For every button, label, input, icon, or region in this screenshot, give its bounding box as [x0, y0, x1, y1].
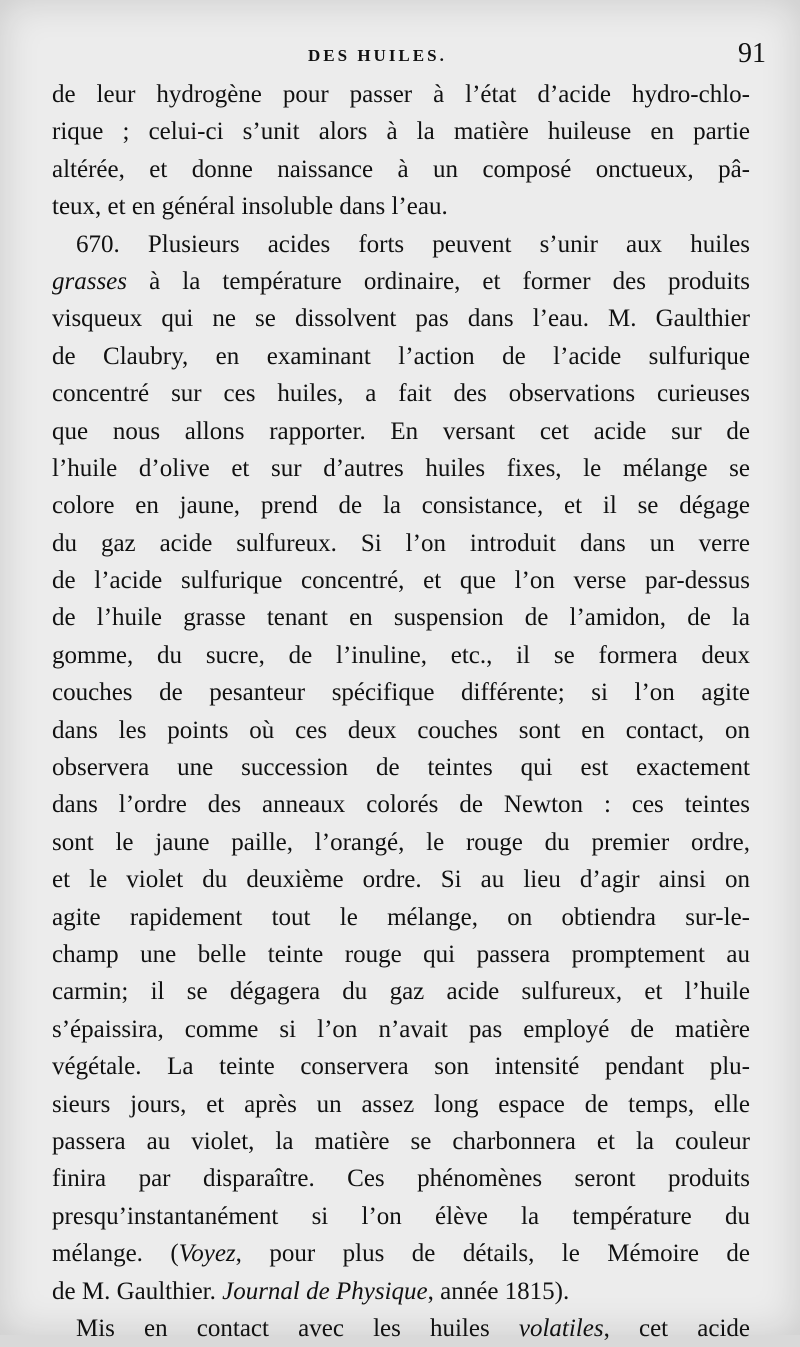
text-line: dans les points où ces deux couches sont en contact, on — [52, 716, 750, 744]
running-title: DES HUILES. — [308, 46, 447, 65]
text-line: observera une succession de teintes qui est exactement — [52, 754, 750, 782]
text-line: s’épaissira, comme si l’on n’avait pas employé de matière — [52, 1015, 750, 1043]
running-head — [0, 38, 800, 70]
page-number: 91 — [738, 38, 766, 69]
text-line: colore en jaune, prend de la consistance, et il se dégage — [52, 492, 750, 520]
text-line: agite rapidement tout le mélange, on obtiendra sur-le- — [52, 903, 750, 931]
text-line: l’huile d’olive et sur d’autres huiles fixes, le mélange se — [52, 454, 750, 482]
text-line: concentré sur ces huiles, a fait des observations curieuses — [52, 380, 750, 408]
text-line: altérée, et donne naissance à un composé onctueux, pâ- — [52, 155, 750, 183]
text-line: sont le jaune paille, l’orangé, le rouge du premier ordre, — [52, 828, 750, 856]
italic-text: Journal de Physique — [222, 1277, 428, 1305]
text-line: champ une belle teinte rouge qui passera promptement au — [52, 940, 750, 968]
text-line: teux, et en général insoluble dans l’eau. — [52, 193, 448, 221]
text-line: carmin; il se dégagera du gaz acide sulfureux, et l’huile — [52, 978, 750, 1006]
text-line: et le violet du deuxième ordre. Si au lieu d’agir ainsi on — [52, 866, 750, 894]
text-line: de leur hydrogène pour passer à l’état d’acide hydro-chlo- — [52, 81, 750, 108]
text-line: finira par disparaître. Ces phénomènes seront produits — [52, 1165, 750, 1193]
text-line: presqu’instantanément si l’on élève la température du — [52, 1202, 750, 1230]
text-line: gomme, du sucre, de l’inuline, etc., il se formera deux — [52, 641, 750, 669]
italic-text: volatiles — [518, 1314, 604, 1342]
text-line: de l’acide sulfurique concentré, et que l’on verse par-dessus — [52, 567, 750, 595]
text-line: visqueux qui ne se dissolvent pas dans l’eau. M. Gaulthier — [52, 305, 750, 333]
text-line: grasses à la température ordinaire, et former des produits — [52, 267, 750, 295]
text-line: dans l’ordre des anneaux colorés de Newton : ces teintes — [52, 791, 750, 819]
text-line: 670. Plusieurs acides forts peuvent s’unir aux huiles — [76, 230, 750, 258]
text-line: mélange. (Voyez, pour plus de détails, le Mémoire de — [52, 1240, 750, 1268]
italic-text: grasses — [52, 267, 128, 295]
text-line: du gaz acide sulfureux. Si l’on introduit dans un verre — [52, 529, 750, 557]
text-line: sieurs jours, et après un assez long espace de temps, elle — [52, 1090, 750, 1118]
text-line: de M. Gaulthier. Journal de Physique, année 1815). — [52, 1277, 570, 1305]
text-line: végétale. La teinte conservera son intensité pendant plu- — [52, 1053, 750, 1081]
text-line: de l’huile grasse tenant en suspension de l’amidon, de la — [52, 604, 750, 632]
text-line: Mis en contact avec les huiles volatiles, cet acide — [76, 1314, 750, 1342]
italic-text: Voyez — [178, 1240, 236, 1268]
body-text — [52, 76, 750, 1347]
text-line: couches de pesanteur spécifique différente; si l’on agite — [52, 679, 750, 707]
text-line: que nous allons rapporter. En versant cet acide sur de — [52, 417, 750, 445]
text-line: passera au violet, la matière se charbonnera et la couleur — [52, 1127, 750, 1155]
text-line: rique ; celui-ci s’unit alors à la matière huileuse en partie — [52, 118, 750, 146]
text-line: de Claubry, en examinant l’action de l’acide sulfurique — [52, 342, 750, 370]
